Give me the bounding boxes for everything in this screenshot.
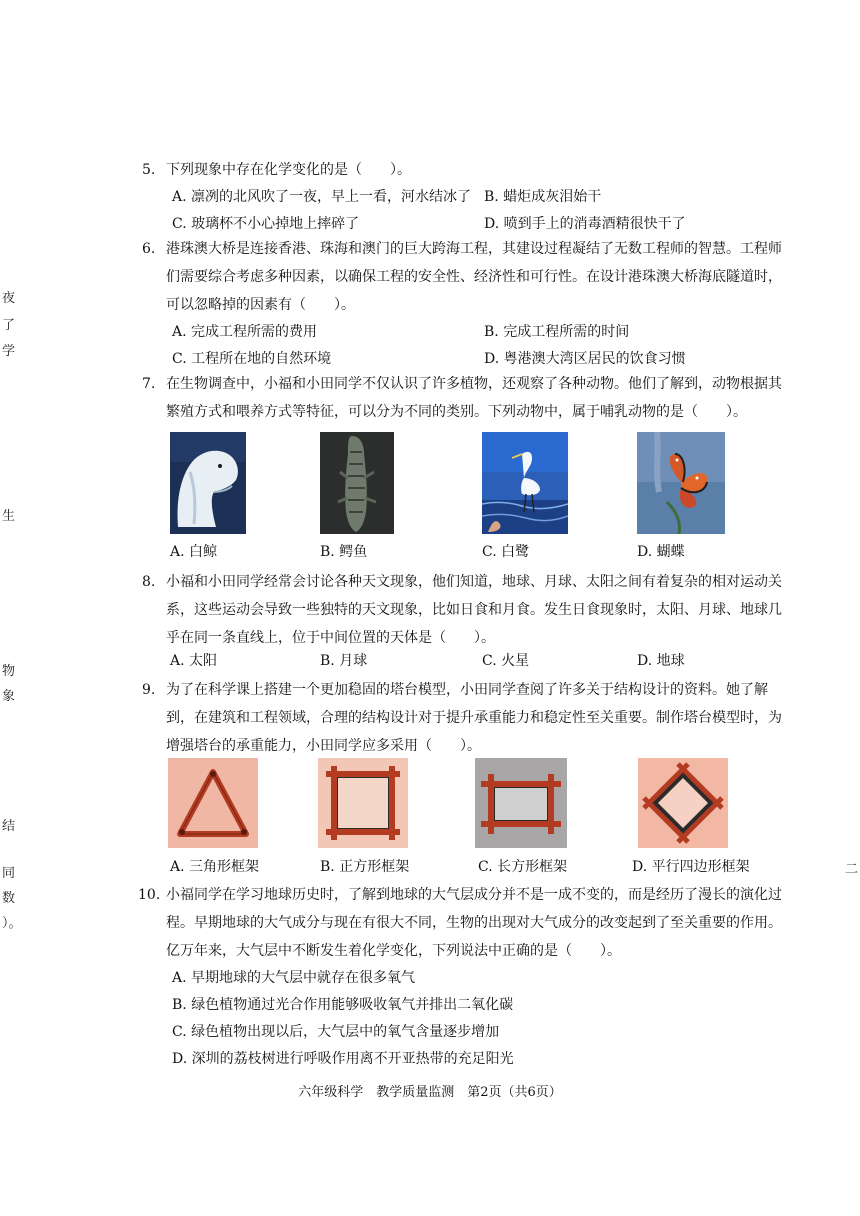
option-a[interactable]: A. 凛冽的北风吹了一夜，早上一看，河水结冰了 (172, 189, 472, 205)
option-d[interactable]: D. 平行四边形框架 (632, 859, 750, 875)
option-a[interactable]: A. 三角形框架 (170, 859, 260, 875)
margin-fragment: 数 (2, 891, 16, 906)
margin-fragment: 象 (2, 689, 16, 704)
question-text: 在生物调查中，小福和小田同学不仅认识了许多植物，还观察了各种动物。他们了解到，动物根据其繁殖方式和喂养方式等特征，可以分为不同的类别。下列动物中，属于哺乳动物的是（ ）。 (166, 376, 782, 420)
butterfly-photo (637, 432, 725, 534)
question-number: 9. (142, 682, 156, 698)
option-b[interactable]: B. 蜡炬成灰泪始干 (484, 189, 602, 205)
question-number: 10. (138, 887, 161, 903)
option-c[interactable]: C. 白鹭 (482, 544, 530, 560)
option-d[interactable]: D. 深圳的荔枝树进行呼吸作用离不开亚热带的充足阳光 (172, 1051, 514, 1067)
rectangle-frame-photo (475, 758, 567, 848)
question-6 (142, 235, 782, 373)
margin-fragment: 生 (2, 509, 16, 524)
option-b[interactable]: B. 绿色植物通过光合作用能够吸收氧气并排出二氧化碳 (172, 997, 514, 1013)
question-text: 小福和小田同学经常会讨论各种天文现象，他们知道，地球、月球、太阳之间有着复杂的相对运动关系，这些运动会导致一些独特的天文现象，比如日食和月食。发生日食现象时，太阳、月球、地球几乎在同一条直线上，位于中间位置的天体是（ ）。 (166, 574, 782, 646)
triangle-frame-photo (168, 758, 258, 848)
square-frame-photo (318, 758, 408, 848)
question-text: 港珠澳大桥是连接香港、珠海和澳门的巨大跨海工程，其建设过程凝结了无数工程师的智慧。工程师们需要综合考虑多种因素，以确保工程的安全性、经济性和可行性。在设计港珠澳大桥海底隧道时，可以忽略掉的因素有（ ）。 (166, 241, 782, 313)
option-d[interactable]: D. 粤港澳大湾区居民的饮食习惯 (484, 351, 686, 367)
margin-fragment: 了 (2, 318, 16, 333)
parallelogram-frame-photo (638, 758, 728, 848)
option-b[interactable]: B. 完成工程所需的时间 (484, 324, 630, 340)
margin-fragment: 结 (2, 819, 16, 834)
margin-fragment: 二 (845, 862, 859, 877)
question-number: 8. (142, 574, 156, 590)
margin-fragment: ）。 (2, 916, 22, 931)
option-c[interactable]: C. 玻璃杯不小心掉地上摔碎了 (172, 216, 360, 232)
question-number: 7. (142, 376, 156, 392)
egret-photo (482, 432, 568, 534)
option-d[interactable]: D. 地球 (637, 653, 685, 669)
beluga-photo (170, 432, 246, 534)
option-d[interactable]: D. 蝴蝶 (637, 544, 685, 560)
option-a[interactable]: A. 太阳 (170, 653, 218, 669)
option-a[interactable]: A. 早期地球的大气层中就存在很多氧气 (172, 970, 416, 986)
option-c[interactable]: C. 绿色植物出现以后，大气层中的氧气含量逐步增加 (172, 1024, 500, 1040)
page-footer: 六年级科学 教学质量监测 第2页（共6页） (298, 1085, 562, 1100)
crocodile-photo (320, 432, 394, 534)
option-c[interactable]: C. 长方形框架 (478, 859, 568, 875)
question-5 (142, 156, 782, 238)
margin-fragment: 同 (2, 866, 16, 881)
question-text: 下列现象中存在化学变化的是（ ）。 (166, 162, 411, 178)
question-text: 小福同学在学习地球历史时，了解到地球的大气层成分并不是一成不变的，而是经历了漫长的演化过程。早期地球的大气成分与现在有很大不同，生物的出现对大气成分的改变起到了至关重要的作用。亿万年来，大气层中不断发生着化学变化，下列说法中正确的是（ ）。 (166, 887, 782, 959)
question-text: 为了在科学课上搭建一个更加稳固的塔台模型，小田同学查阅了许多关于结构设计的资料。她了解到，在建筑和工程领域，合理的结构设计对于提升承重能力和稳定性至关重要。制作塔台模型时，为增强塔台的承重能力，小田同学应多采用（ ）。 (166, 682, 782, 754)
option-c[interactable]: C. 火星 (482, 653, 530, 669)
margin-fragment: 夜 (2, 291, 16, 306)
question-number: 5. (142, 162, 156, 178)
option-a[interactable]: A. 白鲸 (170, 544, 218, 560)
margin-fragment: 物 (2, 664, 16, 679)
question-number: 6. (142, 241, 156, 257)
margin-fragment: 学 (2, 344, 16, 359)
option-b[interactable]: B. 鳄鱼 (320, 544, 368, 560)
option-c[interactable]: C. 工程所在地的自然环境 (172, 351, 332, 367)
question-7 (142, 370, 782, 426)
option-b[interactable]: B. 正方形框架 (320, 859, 410, 875)
option-b[interactable]: B. 月球 (320, 653, 368, 669)
question-10 (138, 881, 782, 1073)
option-d[interactable]: D. 喷到手上的消毒酒精很快干了 (484, 216, 686, 232)
question-8 (142, 568, 782, 652)
option-a[interactable]: A. 完成工程所需的费用 (172, 324, 318, 340)
question-9 (142, 676, 782, 760)
